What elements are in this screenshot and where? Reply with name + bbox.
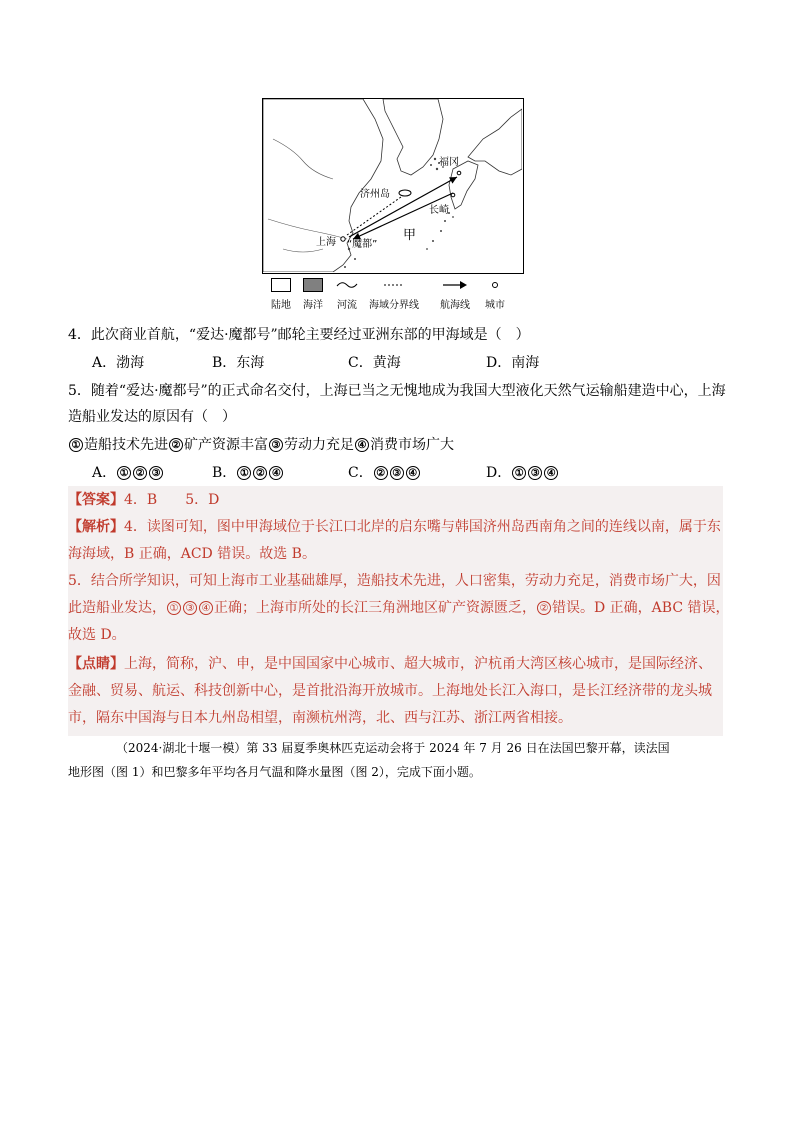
circled-2-icon: ② — [253, 466, 267, 480]
label-fukuoka: 福冈 — [439, 157, 459, 168]
comment-line1: 【点睛】上海，简称，沪、申，是中国国家中心城市、超大城市，沪杭甬大湾区核心城市，是国际经济、 — [68, 656, 712, 672]
city-nagasaki — [451, 193, 455, 197]
analysis-line1: 【解析】4．读图可知，图中甲海域位于长江口北岸的启东嘴与韩国济州岛西南角之间的连线以南，属于东 — [68, 519, 721, 535]
answer-line — [68, 489, 219, 511]
circled-3-icon: ③ — [149, 466, 163, 480]
next-intro-line2: 地形图（图 1）和巴黎多年平均各月气温和降水量图（图 2），完成下面小题。 — [68, 765, 481, 779]
circled-3-icon: ③ — [269, 438, 283, 452]
q5-items: ① 造船技术先进 ② 矿产资源丰富 ③ 劳动力充足 ④ 消费市场广大 — [68, 434, 454, 456]
city-fukuoka — [457, 171, 461, 175]
circled-2-icon: ② — [133, 466, 147, 480]
map-legend — [258, 278, 528, 312]
label-jeju: 济州岛 — [360, 189, 390, 200]
circled-4-icon: ④ — [269, 466, 283, 480]
circled-4-icon: ④ — [199, 601, 213, 615]
ocean-swatch-icon — [303, 278, 323, 292]
q4-stem: 4．此次商业首航，“爱达·魔都号”邮轮主要经过亚洲东部的甲海域是（ ） — [68, 327, 530, 343]
analysis-line4: 此造船业发达， ① ③ ④ 正确；上海市所处的长江三角洲地区矿产资源匮乏， ② 错误。D 正确，ABC 错误， — [68, 600, 730, 616]
q4-option-c[interactable]: C．黄海 — [348, 355, 401, 371]
korean-peninsula — [383, 99, 443, 175]
boundary-line-icon — [383, 278, 405, 292]
legend-city: 城市 — [472, 278, 518, 311]
analysis-line3: 5．结合所学知识，可知上海市工业基础雄厚，造船技术先进，人口密集，劳动力充足，消费市场广大，因 — [68, 573, 721, 589]
map-graphic — [263, 99, 522, 272]
answer-tag: 【答案】 — [68, 492, 124, 508]
circled-1-icon: ① — [117, 466, 131, 480]
jeju-island — [399, 190, 411, 196]
comment-tag: 【点睛】 — [68, 656, 124, 672]
land-swatch-icon — [271, 278, 291, 292]
analysis-line2: 海海域，B 正确，ACD 错误。故选 B。 — [68, 546, 316, 562]
comment-line2: 金融、贸易、航运、科技创新中心，是首批沿海开放城市。上海地处长江入海口，是长江经济带的龙头城 — [68, 683, 712, 699]
circled-2-icon: ② — [374, 466, 388, 480]
legend-land: 陆地 — [258, 278, 304, 311]
circled-1-icon: ① — [512, 466, 526, 480]
label-nagasaki: 长崎 — [429, 205, 449, 216]
circled-2-icon: ② — [169, 438, 183, 452]
q4-option-d[interactable]: D．南海 — [486, 355, 540, 371]
q5-option-d[interactable]: D． ① ③ ④ — [486, 462, 559, 484]
legend-route: 航海线 — [432, 278, 478, 311]
river-line-icon — [336, 278, 358, 292]
label-shanghai: 上海 — [316, 237, 336, 248]
legend-boundary: 海域分界线 — [364, 278, 424, 311]
city-dot-icon — [488, 278, 502, 292]
q5-option-a[interactable]: A． ① ② ③ — [92, 462, 164, 484]
label-modu: “魔都” — [347, 239, 378, 250]
analysis-tag: 【解析】 — [68, 519, 124, 535]
circled-4-icon: ④ — [355, 438, 369, 452]
circled-1-icon: ① — [69, 438, 83, 452]
q5-option-c[interactable]: C． ② ③ ④ — [348, 462, 421, 484]
east-asia-map — [262, 98, 524, 274]
q5-stem-line1: 5．随着“爱达·魔都号”的正式命名交付，上海已当之无愧地成为我国大型液化天然气运输船建造中心，上海 — [68, 383, 726, 399]
route-arrow-icon — [442, 278, 468, 292]
circled-4-icon: ④ — [544, 466, 558, 480]
analysis-line5: 故选 D。 — [68, 627, 126, 643]
next-intro-line1: （2024·湖北十堰一模）第 33 届夏季奥林匹克运动会将于 2024 年 7 月 26 日在法国巴黎开幕，读法国 — [116, 741, 670, 755]
circled-4-icon: ④ — [406, 466, 420, 480]
circled-3-icon: ③ — [390, 466, 404, 480]
label-jia: 甲 — [403, 228, 417, 243]
q4-option-a[interactable]: A．渤海 — [92, 355, 145, 371]
comment-line3: 市，隔东中国海与日本九州岛相望，南濒杭州湾，北、西与江苏、浙江两省相接。 — [68, 710, 572, 726]
q5-option-b[interactable]: B． ① ② ④ — [212, 462, 284, 484]
circled-3-icon: ③ — [183, 601, 197, 615]
circled-1-icon: ① — [237, 466, 251, 480]
city-shanghai — [341, 237, 345, 241]
circled-2-icon: ② — [537, 601, 551, 615]
japan-kyushu — [449, 161, 478, 209]
q4-option-b[interactable]: B．东海 — [212, 355, 265, 371]
q5-stem-line2: 造船业发达的原因有（ ） — [68, 409, 236, 425]
circled-1-icon: ① — [167, 601, 181, 615]
circled-3-icon: ③ — [528, 466, 542, 480]
legend-river: 河流 — [324, 278, 370, 311]
answer-text: 4．B 5．D — [124, 492, 220, 508]
legend-ocean: 海洋 — [290, 278, 336, 311]
